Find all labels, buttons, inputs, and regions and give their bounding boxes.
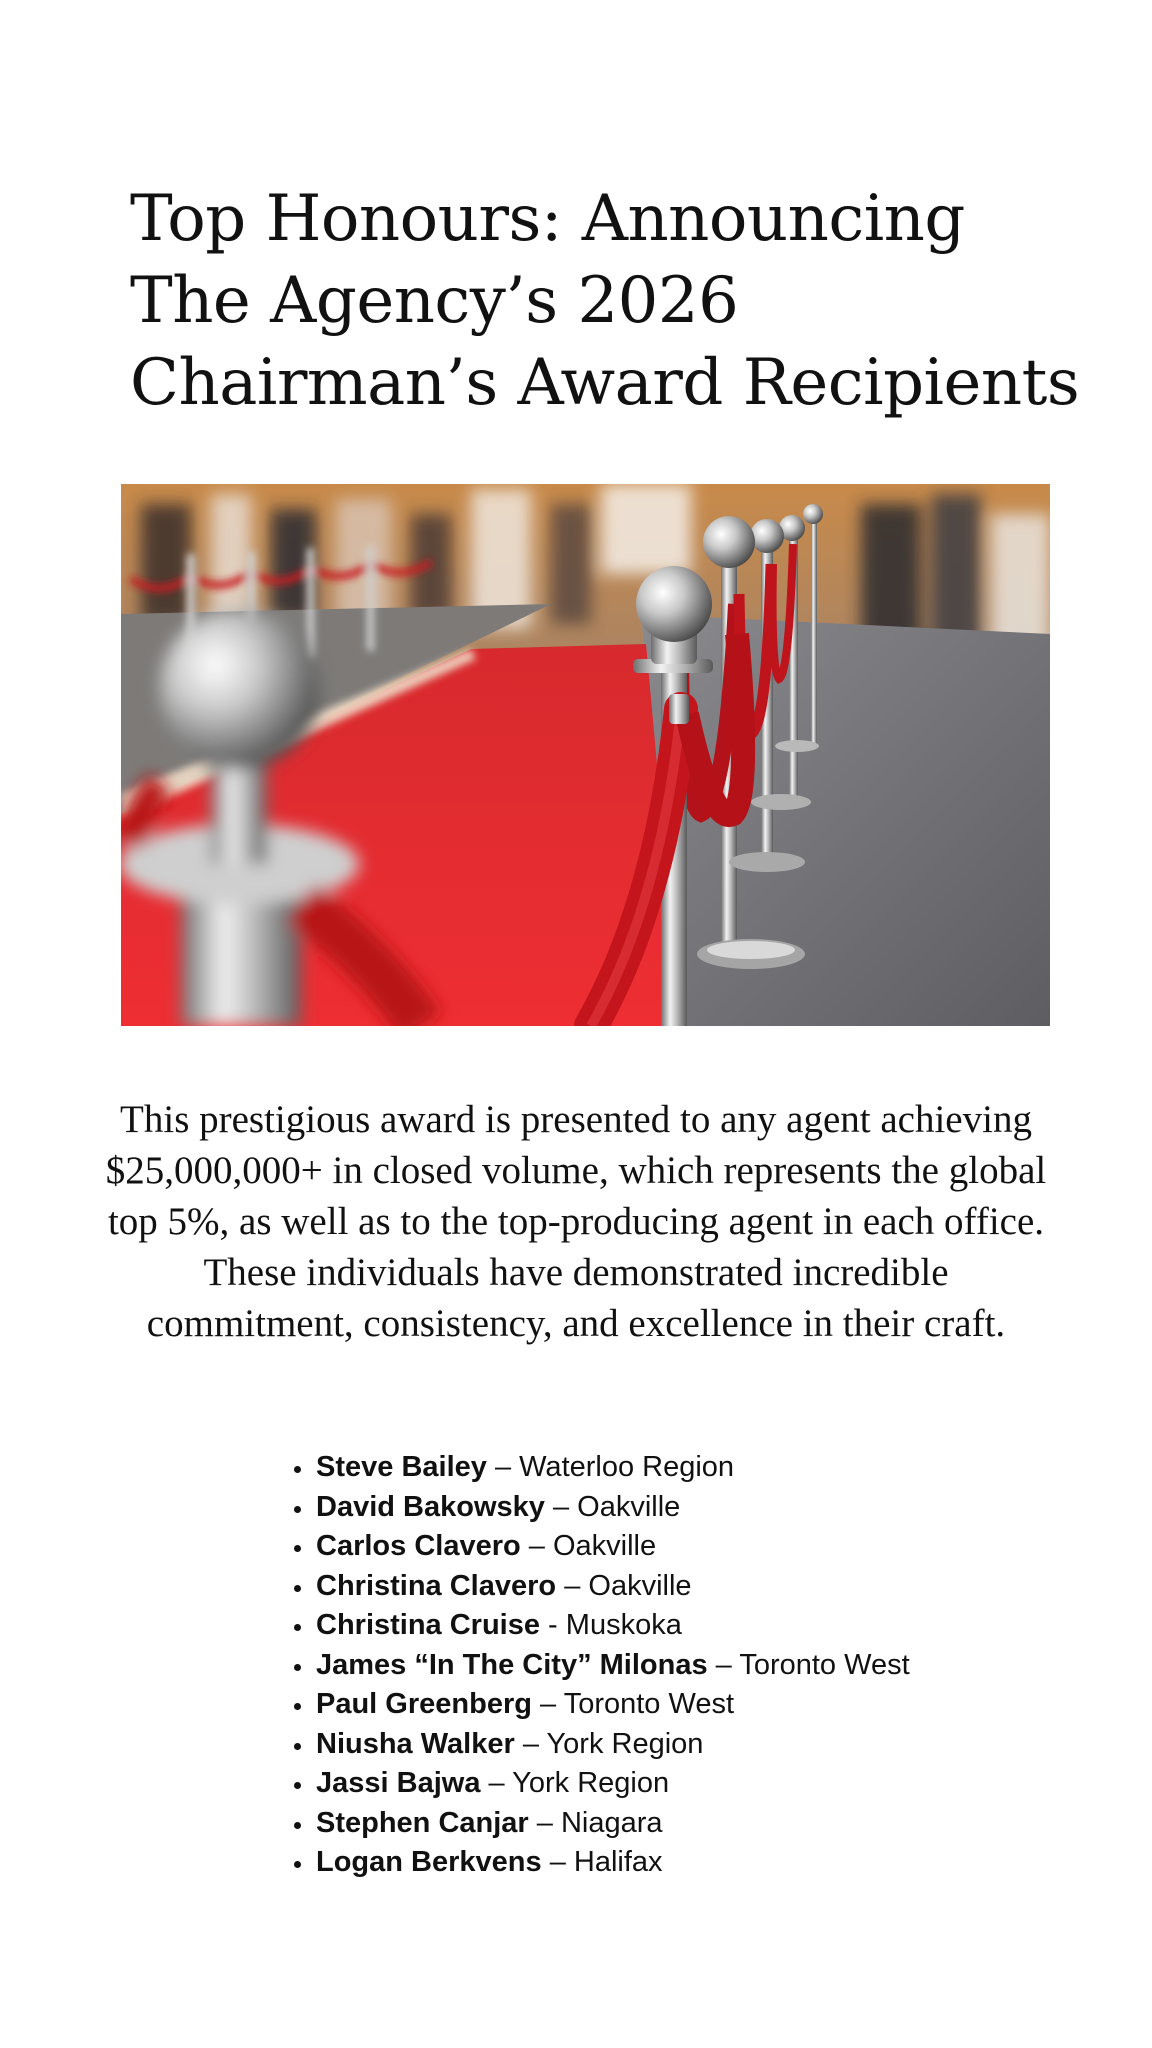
list-item [314,1764,954,1804]
recipient-name: Christina Cruise [316,1609,540,1641]
recipient-office: Oakville [577,1490,681,1523]
recipient-separator: – [544,1490,578,1523]
recipient-office: Niagara [560,1806,663,1839]
recipient-separator: – [541,1846,574,1878]
list-item [314,1527,954,1567]
recipient-separator: – [556,1569,589,1602]
recipient-office: Toronto West [563,1688,735,1720]
recipient-office: Waterloo Region [519,1451,735,1483]
recipient-name: James “In The City” Milonas [316,1648,708,1681]
recipient-name: Logan Berkvens [316,1846,542,1878]
list-item [314,1646,954,1686]
recipient-name: Niusha Walker [316,1727,515,1760]
recipient-separator: – [707,1648,740,1681]
list-item [314,1448,954,1488]
recipient-name: Jassi Bajwa [316,1767,481,1799]
recipient-office: Muskoka [565,1609,682,1641]
recipient-separator: – [514,1727,547,1760]
recipient-office: York Region [512,1767,670,1799]
recipient-office: Toronto West [739,1648,910,1681]
recipient-name: David Bakowsky [316,1490,545,1523]
recipient-separator: - [540,1609,566,1641]
recipient-separator: – [520,1530,553,1562]
list-item [314,1804,954,1844]
recipient-office: Halifax [573,1846,663,1878]
article-title: Top Honours: Announcing The Agency’s 2026 Chairman’s Award Recipients [130,182,1080,420]
recipient-name: Paul Greenberg [316,1688,532,1720]
recipient-name: Stephen Canjar [316,1806,529,1839]
list-item [314,1725,954,1765]
recipient-office: York Region [546,1727,704,1760]
list-item [314,1685,954,1725]
recipient-office: Oakville [588,1569,692,1602]
recipient-separator: – [486,1451,520,1483]
red-carpet-stanchions-photo [121,484,1050,1026]
article-intro: This prestigious award is presented to any agent achieving $25,000,000+ in closed volume, which represents the global top 5%, as well as to the top-producing agent in each office. These individuals have demonstrated incredible commitment, consistency, and excellence in their craft. [105,1098,1047,1345]
recipient-name: Steve Bailey [316,1451,487,1483]
recipient-list [276,1448,954,1883]
list-item [314,1567,954,1607]
recipient-separator: – [480,1767,513,1799]
hero-image [121,484,1050,1026]
recipient-separator: – [531,1688,564,1720]
recipient-office: Oakville [552,1530,657,1562]
list-item [314,1488,954,1528]
recipient-name: Christina Clavero [316,1569,557,1602]
list-item [314,1843,954,1883]
list-item [314,1606,954,1646]
recipient-separator: – [528,1806,561,1839]
recipient-name: Carlos Clavero [316,1530,521,1562]
